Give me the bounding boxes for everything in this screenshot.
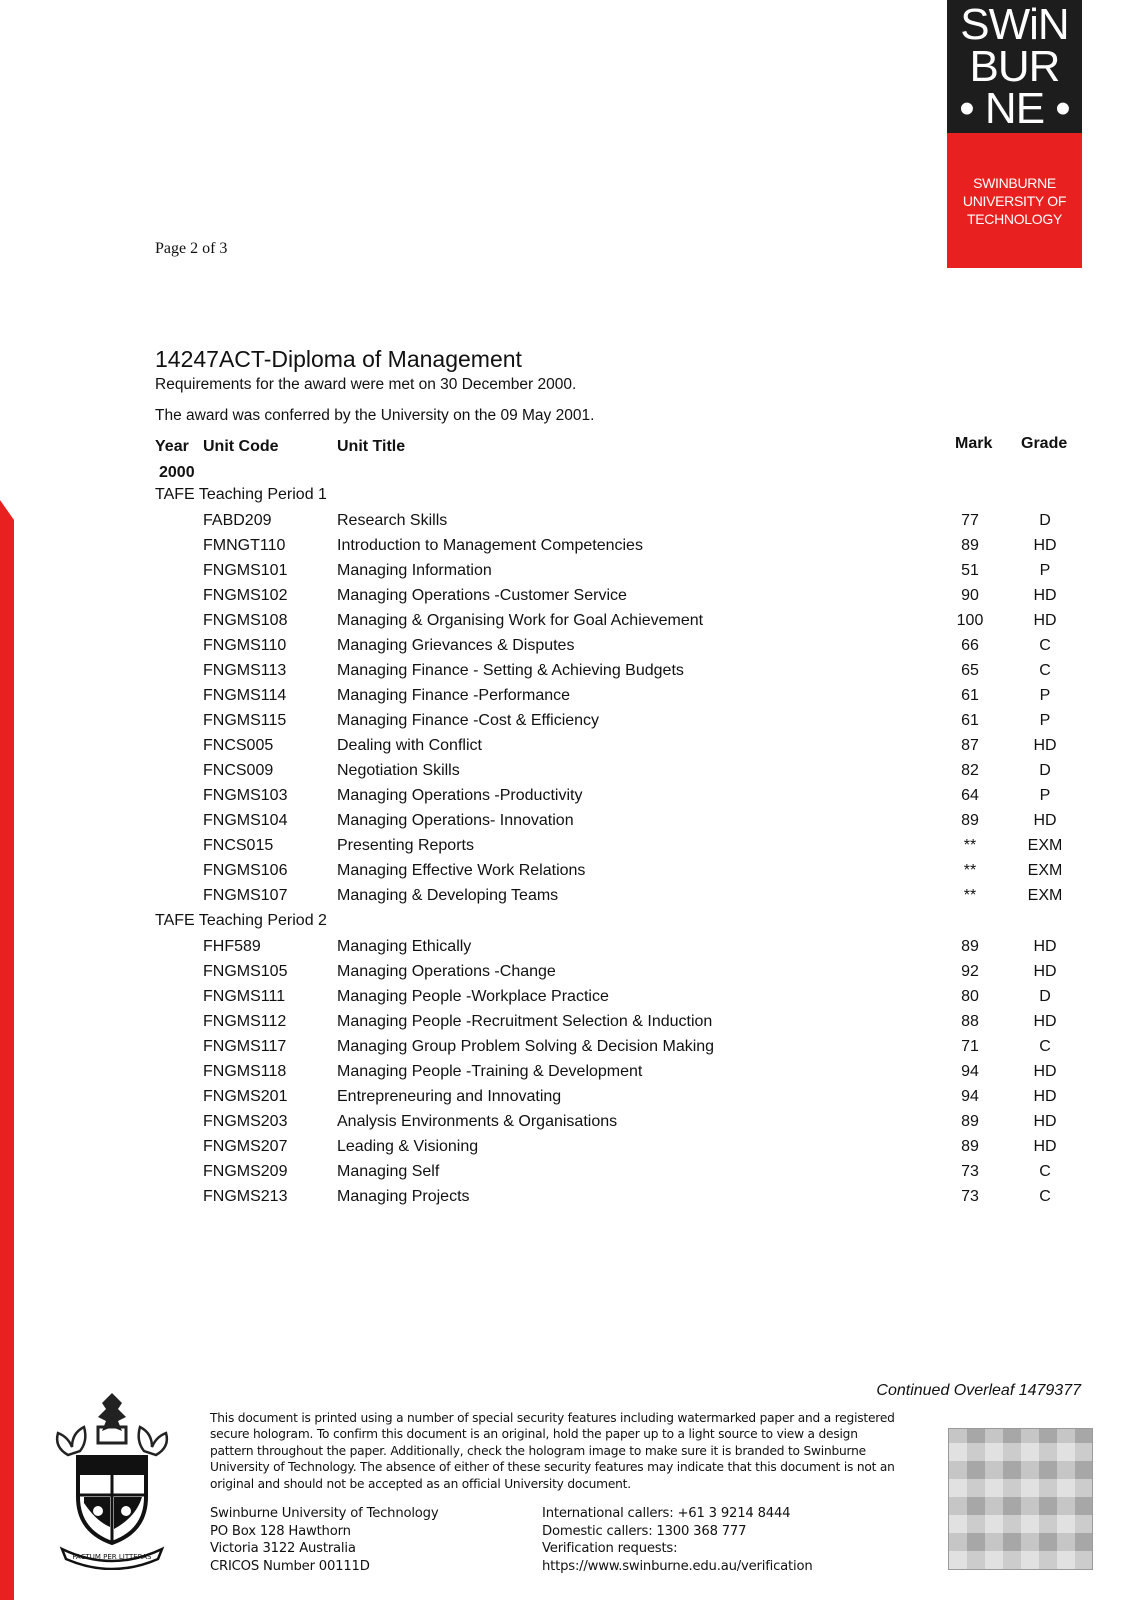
contact-line: Domestic callers: 1300 368 777 xyxy=(542,1523,747,1539)
unit-mark: 89 xyxy=(961,938,979,955)
unit-code: FNGMS207 xyxy=(203,1138,288,1155)
security-notice: This document is printed using a number of special security features including watermarked paper and a registered secure hologram. To confirm this document is an original, hold the paper up to a light source to view a design pattern throughout the paper. Additionally, check the hologram image to make sure it is branded to Swinburne University of Technology. The absence of either of these security features may indicate that this document is not an original and should not be accepted as an official University document. xyxy=(210,1411,895,1491)
unit-grade: HD xyxy=(1033,587,1057,604)
unit-mark: 66 xyxy=(961,637,979,654)
contact-line: International callers: +61 3 9214 8444 xyxy=(542,1506,791,1521)
unit-grade: HD xyxy=(1033,1138,1057,1155)
unit-title: Managing & Organising Work for Goal Achievement xyxy=(337,612,704,629)
table-row xyxy=(0,988,1136,1013)
table-row xyxy=(0,737,1136,762)
unit-title: Analysis Environments & Organisations xyxy=(337,1113,618,1130)
unit-title: Managing Grievances & Disputes xyxy=(337,637,575,654)
unit-title: Managing Group Problem Solving & Decision Making xyxy=(337,1038,715,1055)
unit-code: FNGMS113 xyxy=(203,662,287,679)
unit-mark: 82 xyxy=(961,762,979,779)
logo-name-line: UNIVERSITY OF xyxy=(962,192,1067,209)
unit-code: FNGMS105 xyxy=(203,963,288,980)
unit-mark: 77 xyxy=(961,512,979,529)
unit-title: Managing People -Recruitment Selection & Induction xyxy=(337,1013,713,1030)
unit-code: FNGMS102 xyxy=(203,587,288,604)
unit-grade: P xyxy=(1039,562,1051,579)
unit-grade: HD xyxy=(1033,1013,1057,1030)
unit-grade: C xyxy=(1039,637,1051,654)
contact-details xyxy=(542,1505,813,1575)
unit-mark: 51 xyxy=(961,562,979,579)
unit-mark: ** xyxy=(963,887,977,904)
unit-grade: HD xyxy=(1033,537,1057,554)
table-row xyxy=(0,687,1136,712)
table-row xyxy=(0,1088,1136,1113)
header-unit-title: Unit Title xyxy=(337,438,406,455)
header-unit-code: Unit Code xyxy=(203,438,279,455)
address-line: Swinburne University of Technology xyxy=(210,1506,439,1521)
unit-mark: 92 xyxy=(961,963,979,980)
header-mark: Mark xyxy=(955,435,993,452)
unit-grade: HD xyxy=(1033,1113,1057,1130)
unit-grade: HD xyxy=(1033,737,1057,754)
unit-grade: HD xyxy=(1033,612,1057,629)
unit-code: FNGMS117 xyxy=(203,1038,287,1055)
logo-university-name xyxy=(947,133,1082,268)
unit-grade: HD xyxy=(1033,1088,1057,1105)
logo-name-line: SWINBURNE xyxy=(973,174,1056,191)
unit-grade: EXM xyxy=(1027,862,1063,879)
unit-code: FNGMS115 xyxy=(203,712,287,729)
security-hologram xyxy=(948,1428,1093,1570)
unit-grade: HD xyxy=(1033,812,1057,829)
verification-url[interactable]: https://www.swinburne.edu.au/verification xyxy=(542,1558,813,1574)
unit-title: Managing Effective Work Relations xyxy=(337,862,586,879)
unit-code: FNGMS112 xyxy=(203,1013,287,1030)
unit-mark: 90 xyxy=(961,587,979,604)
unit-grade: P xyxy=(1039,787,1051,804)
unit-title: Dealing with Conflict xyxy=(337,737,482,754)
unit-title: Entrepreneuring and Innovating xyxy=(337,1088,562,1105)
unit-grade: C xyxy=(1039,1038,1051,1055)
unit-mark: 89 xyxy=(961,1138,979,1155)
unit-mark: 61 xyxy=(961,712,979,729)
address-line: PO Box 128 Hawthorn xyxy=(210,1523,351,1539)
unit-title: Managing People -Workplace Practice xyxy=(337,988,609,1005)
unit-code: FNGMS111 xyxy=(203,988,286,1005)
unit-mark: 64 xyxy=(961,787,979,804)
course-title: 14247ACT-Diploma of Management xyxy=(155,346,522,372)
table-row xyxy=(0,963,1136,988)
unit-title: Presenting Reports xyxy=(337,837,474,854)
unit-title: Managing Operations -Productivity xyxy=(337,787,583,804)
unit-title: Research Skills xyxy=(337,512,448,529)
unit-code: FNGMS106 xyxy=(203,862,288,879)
svg-text:FACTUM PER LITTERAS: FACTUM PER LITTERAS xyxy=(72,1553,152,1561)
unit-mark: 73 xyxy=(961,1188,979,1205)
unit-mark: 88 xyxy=(961,1013,979,1030)
unit-code: FNCS005 xyxy=(203,737,274,754)
unit-code: FNGMS118 xyxy=(203,1063,287,1080)
unit-title: Managing Operations -Change xyxy=(337,963,556,980)
table-row xyxy=(0,1138,1136,1163)
logo-name-line: TECHNOLOGY xyxy=(966,210,1062,227)
unit-code: FNCS015 xyxy=(203,837,274,854)
logo-wordmark-line: SWiN xyxy=(960,0,1069,49)
unit-title: Managing Self xyxy=(337,1163,440,1180)
unit-title: Managing Finance -Cost & Efficiency xyxy=(337,712,600,729)
unit-title: Managing & Developing Teams xyxy=(337,887,559,904)
unit-code: FHF589 xyxy=(203,938,261,955)
teaching-period-heading: TAFE Teaching Period 1 xyxy=(155,486,327,503)
unit-title: Managing Finance - Setting & Achieving Budgets xyxy=(337,662,684,679)
unit-mark: 61 xyxy=(961,687,979,704)
teaching-period-heading: TAFE Teaching Period 2 xyxy=(155,912,327,929)
unit-title: Managing Operations -Customer Service xyxy=(337,587,627,604)
unit-mark: 89 xyxy=(961,812,979,829)
table-row xyxy=(0,1188,1136,1213)
unit-title: Managing Ethically xyxy=(337,938,472,955)
table-row xyxy=(0,1013,1136,1038)
unit-code: FNGMS209 xyxy=(203,1163,288,1180)
university-crest-icon xyxy=(48,1385,176,1570)
unit-grade: P xyxy=(1039,712,1051,729)
unit-code: FMNGT110 xyxy=(203,537,286,554)
table-row xyxy=(0,612,1136,637)
university-address xyxy=(210,1505,438,1575)
unit-mark: 65 xyxy=(961,662,979,679)
unit-title: Managing Projects xyxy=(337,1188,470,1205)
unit-mark: 73 xyxy=(961,1163,979,1180)
header-grade: Grade xyxy=(1021,435,1068,452)
logo-wordmark-line: • NE • xyxy=(959,83,1070,133)
table-row xyxy=(0,812,1136,837)
unit-grade: C xyxy=(1039,1163,1051,1180)
logo-wordmark xyxy=(947,0,1082,133)
table-row xyxy=(0,787,1136,812)
unit-grade: C xyxy=(1039,1188,1051,1205)
unit-title: Managing Finance -Performance xyxy=(337,687,571,704)
logo-wordmark-line: BUR xyxy=(969,41,1060,91)
unit-mark: ** xyxy=(963,837,977,854)
unit-code: FNGMS101 xyxy=(203,562,288,579)
table-row xyxy=(0,862,1136,887)
unit-grade: D xyxy=(1039,512,1051,529)
unit-mark: 80 xyxy=(961,988,979,1005)
unit-grade: HD xyxy=(1033,938,1057,955)
unit-mark: 94 xyxy=(961,1063,979,1080)
unit-grade: D xyxy=(1039,988,1051,1005)
requirements-statement: Requirements for the award were met on 30 December 2000. xyxy=(155,376,577,393)
table-row xyxy=(0,1113,1136,1138)
table-row xyxy=(0,637,1136,662)
unit-grade: HD xyxy=(1033,963,1057,980)
unit-code: FNGMS104 xyxy=(203,812,288,829)
table-row xyxy=(0,562,1136,587)
unit-mark: 89 xyxy=(961,537,979,554)
table-row xyxy=(0,537,1136,562)
table-row xyxy=(0,512,1136,537)
unit-code: FNCS009 xyxy=(203,762,274,779)
unit-title: Negotiation Skills xyxy=(337,762,460,779)
unit-title: Introduction to Management Competencies xyxy=(337,537,643,554)
unit-grade: HD xyxy=(1033,1063,1057,1080)
swinburne-logo xyxy=(947,0,1082,268)
unit-code: FNGMS213 xyxy=(203,1188,288,1205)
table-row xyxy=(0,587,1136,612)
table-row xyxy=(0,1063,1136,1088)
unit-mark: 100 xyxy=(956,612,984,629)
unit-code: FNGMS201 xyxy=(203,1088,288,1105)
address-line: Victoria 3122 Australia xyxy=(210,1541,356,1556)
table-row xyxy=(0,887,1136,912)
unit-code: FNGMS114 xyxy=(203,687,287,704)
unit-title: Managing Operations- Innovation xyxy=(337,812,574,829)
unit-mark: 71 xyxy=(961,1038,979,1055)
unit-code: FNGMS107 xyxy=(203,887,288,904)
table-row xyxy=(0,1038,1136,1063)
unit-mark: 89 xyxy=(961,1113,979,1130)
unit-mark: 94 xyxy=(961,1088,979,1105)
unit-grade: EXM xyxy=(1027,837,1063,854)
unit-code: FNGMS110 xyxy=(203,637,287,654)
unit-code: FNGMS203 xyxy=(203,1113,288,1130)
table-row xyxy=(0,662,1136,687)
unit-grade: EXM xyxy=(1027,887,1063,904)
unit-grade: C xyxy=(1039,662,1051,679)
conferral-statement: The award was conferred by the University on the 09 May 2001. xyxy=(155,407,595,424)
table-row xyxy=(0,938,1136,963)
table-row xyxy=(0,1163,1136,1188)
unit-code: FNGMS103 xyxy=(203,787,288,804)
continued-overleaf: Continued Overleaf 1479377 xyxy=(876,1382,1081,1399)
unit-title: Managing People -Training & Development xyxy=(337,1063,643,1080)
unit-mark: 87 xyxy=(961,737,979,754)
address-line: CRICOS Number 00111D xyxy=(210,1558,370,1574)
academic-year: 2000 xyxy=(159,464,195,481)
unit-title: Managing Information xyxy=(337,562,492,579)
unit-mark: ** xyxy=(963,862,977,879)
unit-grade: P xyxy=(1039,687,1051,704)
table-row xyxy=(0,837,1136,862)
header-year: Year xyxy=(155,438,189,455)
unit-grade: D xyxy=(1039,762,1051,779)
unit-code: FABD209 xyxy=(203,512,272,529)
table-row xyxy=(0,712,1136,737)
unit-title: Leading & Visioning xyxy=(337,1138,479,1155)
page-number: Page 2 of 3 xyxy=(155,240,228,257)
table-row xyxy=(0,762,1136,787)
contact-line: Verification requests: xyxy=(542,1541,678,1556)
unit-code: FNGMS108 xyxy=(203,612,288,629)
